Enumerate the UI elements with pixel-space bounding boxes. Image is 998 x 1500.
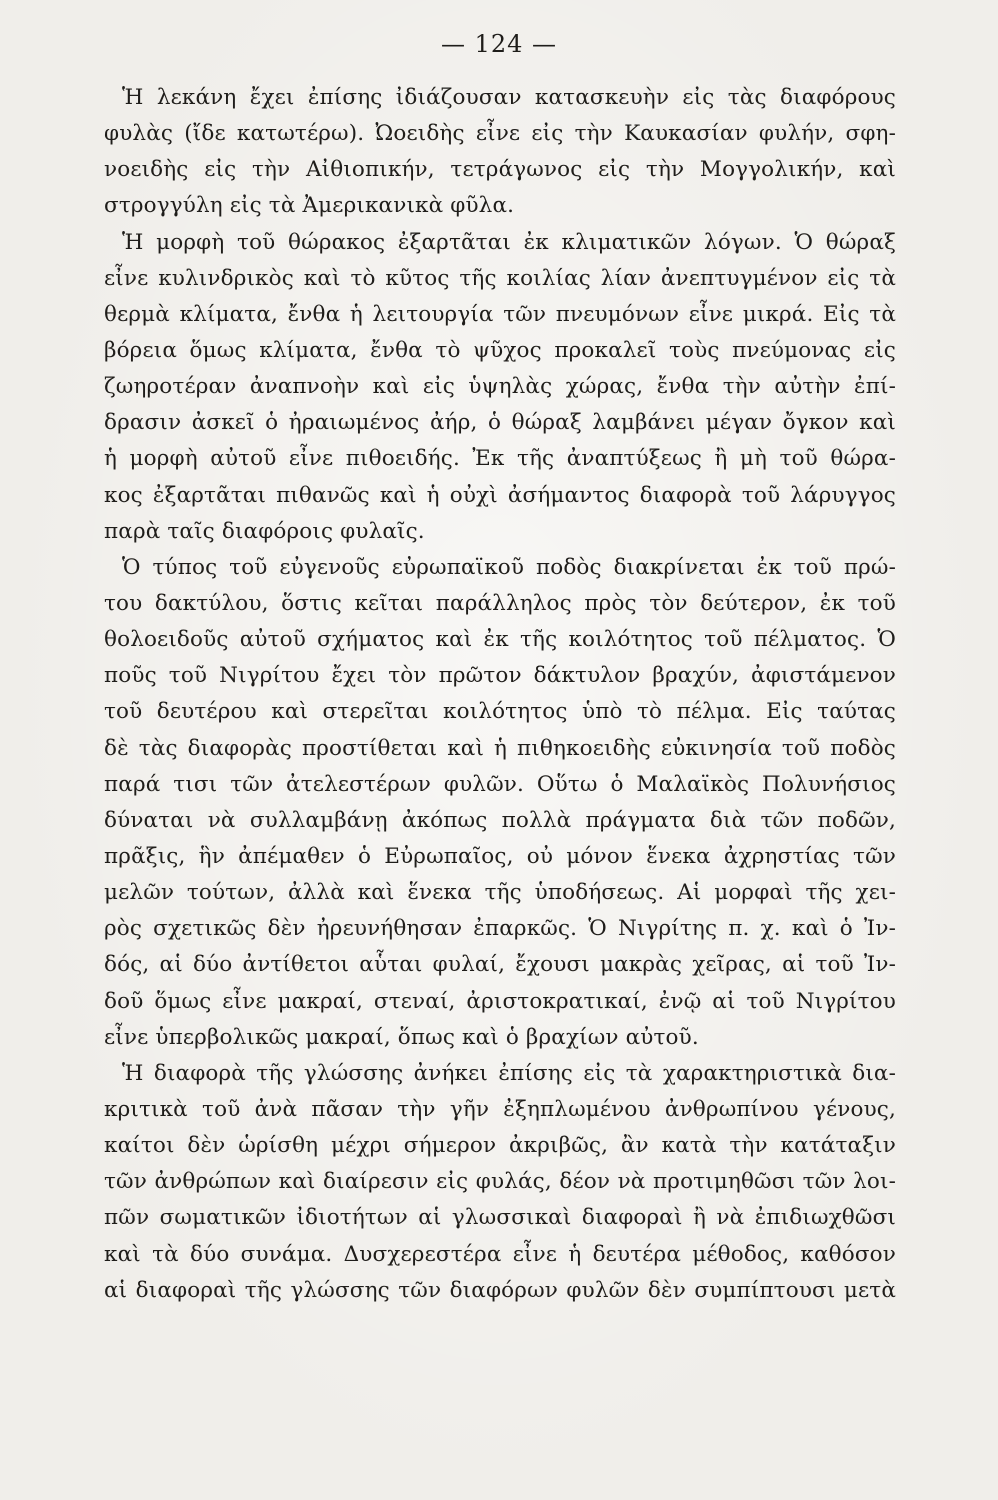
text-line: ρὸς σχετικῶς δὲν ἠρευνήθησαν ἐπαρκῶς. Ὁ Νιγρίτης π. χ. καὶ ὁ Ἰν- xyxy=(104,916,896,942)
body-text xyxy=(104,80,896,1309)
text-line: δοῦ ὅμως εἶνε μακραί, στεναί, ἀριστοκρατικαί, ἐνῷ αἱ τοῦ Νιγρίτου xyxy=(104,988,896,1014)
text-line: δρασιν ἀσκεῖ ὁ ἠραιωμένος ἀήρ, ὁ θώραξ λαμβάνει μέγαν ὄγκον καὶ xyxy=(104,410,896,436)
text-line: εἶνε κυλινδρικὸς καὶ τὸ κῦτος τῆς κοιλίας λίαν ἀνεπτυγμένον εἰς τὰ xyxy=(104,265,896,291)
text-line: φυλὰς (ἴδε κατωτέρω). Ὠοειδὴς εἶνε εἰς τὴν Καυκασίαν φυλήν, σφη- xyxy=(104,121,896,147)
text-line: κριτικὰ τοῦ ἀνὰ πᾶσαν τὴν γῆν ἐξηπλωμένου ἀνθρωπίνου γένους, xyxy=(104,1096,896,1122)
text-line: παρά τισι τῶν ἀτελεστέρων φυλῶν. Οὕτω ὁ Μαλαϊκὸς Πολυνήσιος xyxy=(104,771,896,797)
text-line: Ἡ μορφὴ τοῦ θώρακος ἐξαρτᾶται ἐκ κλιματικῶν λόγων. Ὁ θώραξ xyxy=(122,229,896,255)
text-line: βόρεια ὅμως κλίματα, ἔνθα τὸ ψῦχος προκαλεῖ τοὺς πνεύμονας εἰς xyxy=(104,337,896,363)
text-line: ποῦς τοῦ Νιγρίτου ἔχει τὸν πρῶτον δάκτυλον βραχύν, ἀφιστάμενον xyxy=(104,663,896,689)
text-line: καὶ τὰ δύο συνάμα. Δυσχερεστέρα εἶνε ἡ δευτέρα μέθοδος, καθόσον xyxy=(104,1241,896,1267)
text-line: θολοειδοῦς αὐτοῦ σχήματος καὶ ἐκ τῆς κοιλότητος τοῦ πέλματος. Ὁ xyxy=(104,627,896,653)
text-line: τοῦ δευτέρου καὶ στερεῖται κοιλότητος ὑπὸ τὸ πέλμα. Εἰς ταύτας xyxy=(104,699,896,725)
text-line: ζωηροτέραν ἀναπνοὴν καὶ εἰς ὑψηλὰς χώρας, ἔνθα τὴν αὐτὴν ἐπί- xyxy=(104,374,896,400)
text-line: θερμὰ κλίματα, ἔνθα ἡ λειτουργία τῶν πνευμόνων εἶνε μικρά. Εἰς τὰ xyxy=(104,301,896,327)
text-line: πῶν σωματικῶν ἰδιοτήτων αἱ γλωσσικαὶ διαφοραὶ ἢ νὰ ἐπιδιωχθῶσι xyxy=(104,1205,896,1231)
text-line: πρᾶξις, ἣν ἀπέμαθεν ὁ Εὐρωπαῖος, οὐ μόνον ἕνεκα ἀχρηστίας τῶν xyxy=(104,843,896,869)
text-line: μελῶν τούτων, ἀλλὰ καὶ ἕνεκα τῆς ὑποδήσεως. Αἱ μορφαὶ τῆς χει- xyxy=(104,880,896,906)
text-line: Ὁ τύπος τοῦ εὐγενοῦς εὐρωπαϊκοῦ ποδὸς διακρίνεται ἐκ τοῦ πρώ- xyxy=(122,554,896,580)
text-line: Ἡ λεκάνη ἔχει ἐπίσης ἰδιάζουσαν κατασκευὴν εἰς τὰς διαφόρους xyxy=(122,85,896,110)
page-number: — 124 — xyxy=(440,30,558,58)
text-line: παρὰ ταῖς διαφόροις φυλαῖς. xyxy=(104,518,425,544)
text-line: αἱ διαφοραὶ τῆς γλώσσης τῶν διαφόρων φυλῶν δὲν συμπίπτουσι μετὰ xyxy=(104,1277,896,1303)
text-line: ἡ μορφὴ αὐτοῦ εἶνε πιθοειδής. Ἐκ τῆς ἀναπτύξεως ἢ μὴ τοῦ θώρα- xyxy=(104,446,896,472)
text-line: δός, αἱ δύο ἀντίθετοι αὗται φυλαί, ἔχουσι μακρὰς χεῖρας, αἱ τοῦ Ἰν- xyxy=(104,952,896,978)
text-line: δὲ τὰς διαφορὰς προστίθεται καὶ ἡ πιθηκοειδὴς εὐκινησία τοῦ ποδὸς xyxy=(104,735,896,761)
text-line: καίτοι δὲν ὡρίσθη μέχρι σήμερον ἀκριβῶς, ἂν κατὰ τὴν κατάταξιν xyxy=(104,1133,896,1159)
text-line: του δακτύλου, ὅστις κεῖται παράλληλος πρὸς τὸν δεύτερον, ἐκ τοῦ xyxy=(104,590,896,616)
text-line: Ἡ διαφορὰ τῆς γλώσσης ἀνήκει ἐπίσης εἰς τὰ χαρακτηριστικὰ δια- xyxy=(122,1060,896,1086)
text-line: τῶν ἀνθρώπων καὶ διαίρεσιν εἰς φυλάς, δέον νὰ προτιμηθῶσι τῶν λοι- xyxy=(104,1169,896,1195)
text-line: νοειδὴς εἰς τὴν Αἰθιοπικήν, τετράγωνος εἰς τὴν Μογγολικήν, καὶ xyxy=(104,157,896,183)
text-line: εἶνε ὑπερβολικῶς μακραί, ὅπως καὶ ὁ βραχίων αὐτοῦ. xyxy=(104,1024,699,1050)
text-line: δύναται νὰ συλλαμβάνῃ ἀκόπως πολλὰ πράγματα διὰ τῶν ποδῶν, xyxy=(104,807,896,833)
text-line: στρογγύλη εἰς τὰ Ἀμερικανικὰ φῦλα. xyxy=(104,193,515,219)
text-line: κος ἐξαρτᾶται πιθανῶς καὶ ἡ οὐχὶ ἀσήμαντος διαφορὰ τοῦ λάρυγγος xyxy=(104,482,896,508)
